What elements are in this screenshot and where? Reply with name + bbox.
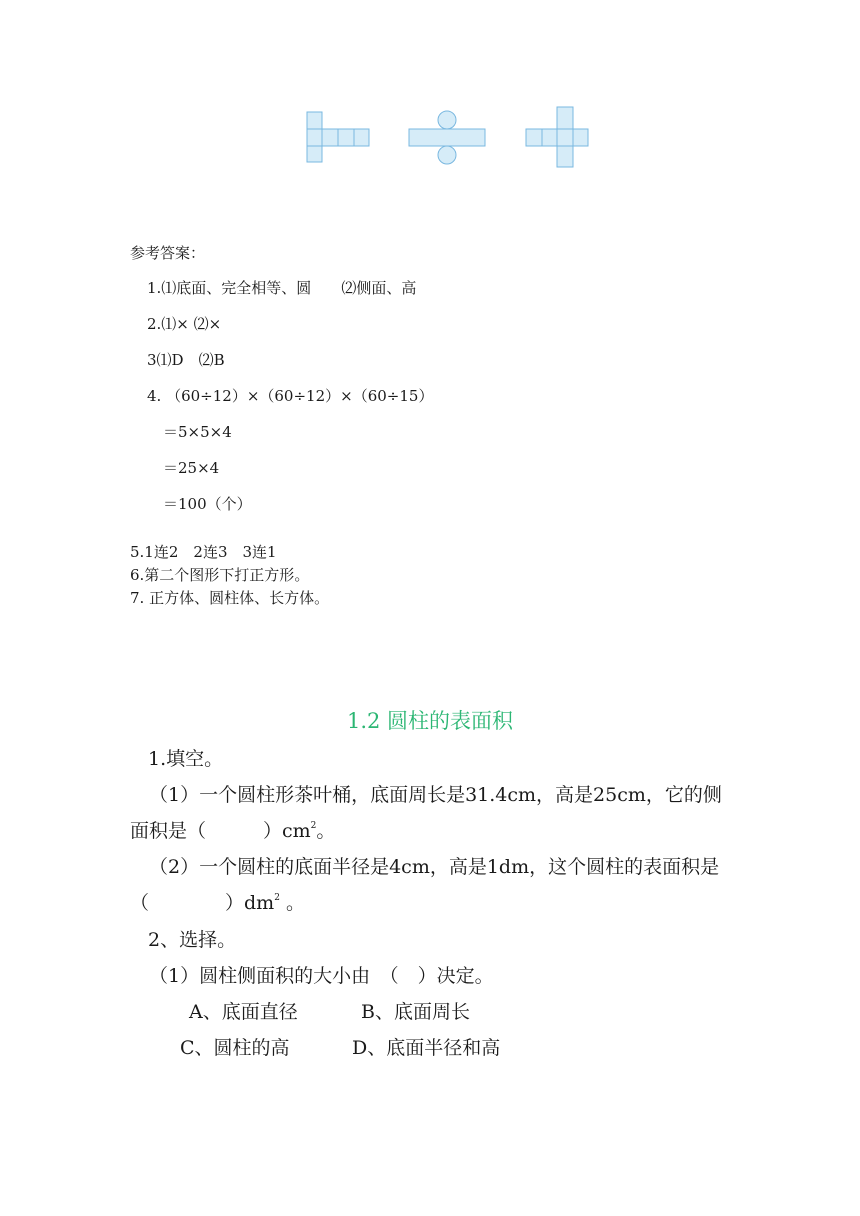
answer-4-line-4: ＝100（个） [163, 495, 252, 513]
superscript: 2 [274, 893, 280, 903]
answer-4-line-3: ＝25×4 [163, 459, 220, 477]
answer-1: 1.⑴底面、完全相等、圆 ⑵侧面、高 [147, 279, 417, 297]
cuboid-net-figures [300, 100, 600, 175]
net-figure-1 [307, 112, 369, 162]
answer-5: 5.1连2 2连3 3连1 [130, 543, 277, 561]
net-figure-3 [526, 107, 588, 167]
answer-4-line-2: ＝5×5×4 [163, 423, 232, 441]
choice-heading: 2、选择。 [148, 929, 237, 951]
option-b: B、底面周长 [361, 1001, 470, 1023]
answer-3: 3⑴D ⑵B [147, 351, 225, 369]
option-d: D、底面半径和高 [352, 1037, 501, 1059]
section-title: 1.2 圆柱的表面积 [346, 709, 514, 733]
fill-question-2-line-1: （2）一个圆柱的底面半径是4cm，高是1dm，这个圆柱的表面积是 [149, 856, 720, 878]
fill-question-1-line-2: 面积是（ ）$cm^2$。 [130, 820, 336, 842]
answers-heading: 参考答案： [130, 244, 206, 262]
choice-question-1: （1）圆柱侧面积的大小由 （ ）决定。 [149, 965, 494, 987]
option-a: A、底面直径 [189, 1001, 298, 1023]
answer-7: 7. 正方体、圆柱体、长方体。 [130, 589, 330, 607]
fill-question-1-line-1: （1）一个圆柱形茶叶桶，底面周长是31.4cm，高是25cm，它的侧 [149, 784, 722, 806]
superscript: 2 [310, 821, 317, 831]
fill-heading: 1.填空。 [148, 748, 224, 770]
answer-4-line-1: 4. （60÷12）×（60÷12）×（60÷15） [147, 387, 434, 405]
fill-question-2-line-2: （ ）$dm^2$ 。 [130, 892, 305, 914]
answer-6: 6.第二个图形下打正方形。 [130, 566, 310, 584]
option-c: C、圆柱的高 [180, 1037, 290, 1059]
answer-2: 2.⑴× ⑵× [147, 315, 222, 333]
net-figure-2 [409, 111, 485, 164]
